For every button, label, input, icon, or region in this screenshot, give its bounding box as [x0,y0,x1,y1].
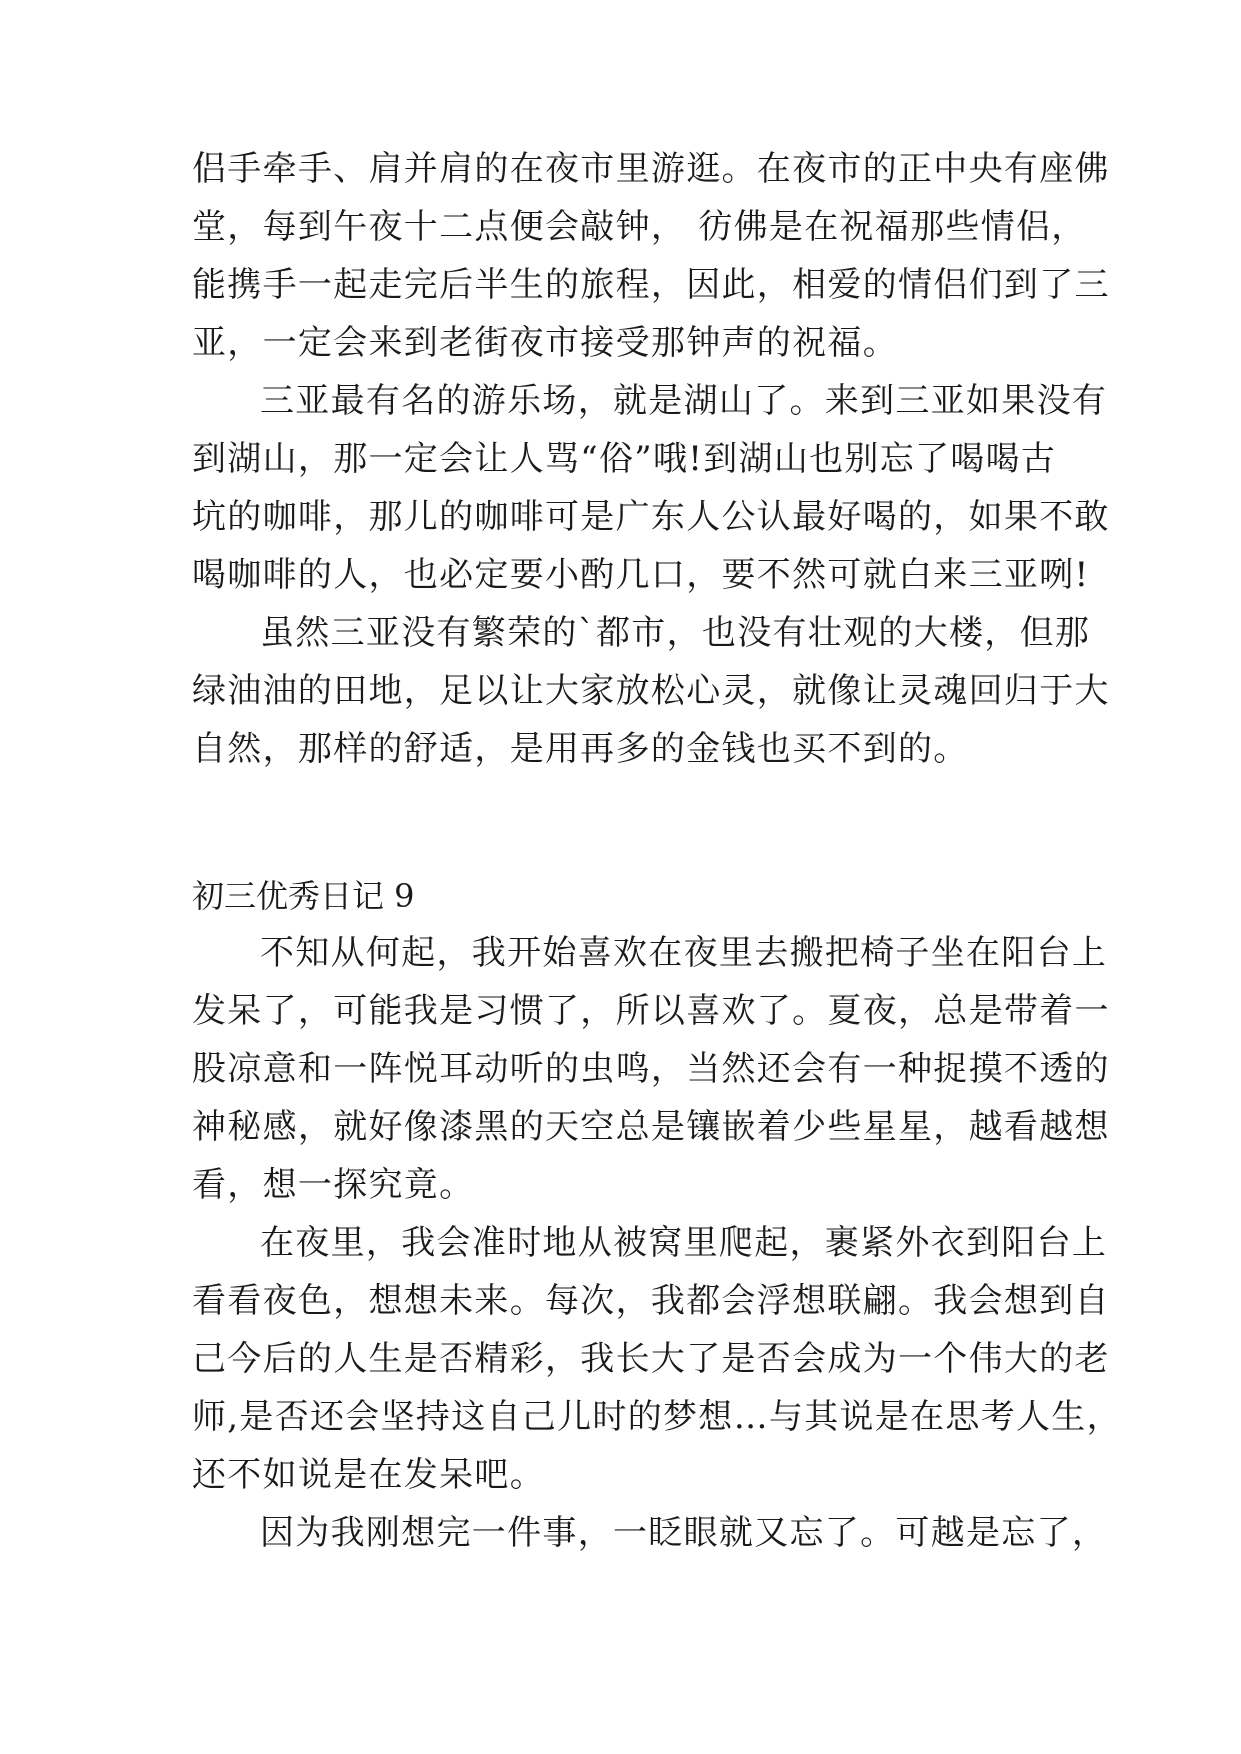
text-line: 师,是否还会坚持这自己儿时的梦想…与其说是在思考人生， [192,1397,1122,1437]
text-line: 到湖山，那一定会让人骂“俗”哦!到湖山也别忘了喝喝古 [192,439,1057,479]
text-line: 神秘感，就好像漆黑的天空总是镶嵌着少些星星，越看越想 [192,1107,1110,1147]
text-line: 亚，一定会来到老街夜市接受那钟声的祝福。 [192,323,898,363]
text-line: 三亚最有名的游乐场，就是湖山了。来到三亚如果没有 [260,381,1108,421]
paragraph-hushan [192,372,1110,604]
paragraph-future-thoughts [192,1214,1122,1504]
text-line: 侣手牵手、肩并肩的在夜市里游逛。在夜市的正中央有座佛 [192,149,1110,189]
text-line: 看看夜色，想想未来。每次，我都会浮想联翩。我会想到自 [192,1281,1110,1321]
text-line: 虽然三亚没有繁荣的`都市，也没有壮观的大楼，但那 [260,613,1091,653]
text-line: 因为我刚想完一件事，一眨眼就又忘了。可越是忘了， [260,1513,1108,1553]
text-line: 坑的咖啡，那儿的咖啡可是广东人公认最好喝的，如果不敢 [192,497,1110,537]
text-line: 不知从何起，我开始喜欢在夜里去搬把椅子坐在阳台上 [260,933,1108,973]
text-line: 喝咖啡的人，也必定要小酌几口，要不然可就白来三亚咧! [192,555,1090,595]
text-line: 股凉意和一阵悦耳动听的虫鸣，当然还会有一种捉摸不透的 [192,1049,1110,1089]
text-line: 看，想一探究竟。 [192,1165,475,1205]
paragraph-balcony-night [192,924,1110,1214]
text-line: 能携手一起走完后半生的旅程，因此，相爱的情侣们到了三 [192,265,1110,305]
diary-heading: 初三优秀日记 9 [192,877,415,915]
text-line: 自然，那样的舒适，是用再多的金钱也买不到的。 [192,729,969,769]
text-line: 堂，每到午夜十二点便会敲钟， 彷佛是在祝福那些情侣， [192,207,1087,247]
text-line: 己今后的人生是否精彩，我长大了是否会成为一个伟大的老 [192,1339,1110,1379]
text-line: 发呆了，可能我是习惯了，所以喜欢了。夏夜，总是带着一 [192,991,1110,1031]
text-line: 在夜里，我会准时地从被窝里爬起，裹紧外衣到阳台上 [260,1223,1108,1263]
paragraph-sanya-nature [192,604,1110,778]
paragraph-forgetting [192,1504,1108,1562]
text-line: 绿油油的田地，足以让大家放松心灵，就像让灵魂回归于大 [192,671,1110,711]
text-line: 还不如说是在发呆吧。 [192,1455,545,1495]
paragraph-night-market [192,140,1110,372]
